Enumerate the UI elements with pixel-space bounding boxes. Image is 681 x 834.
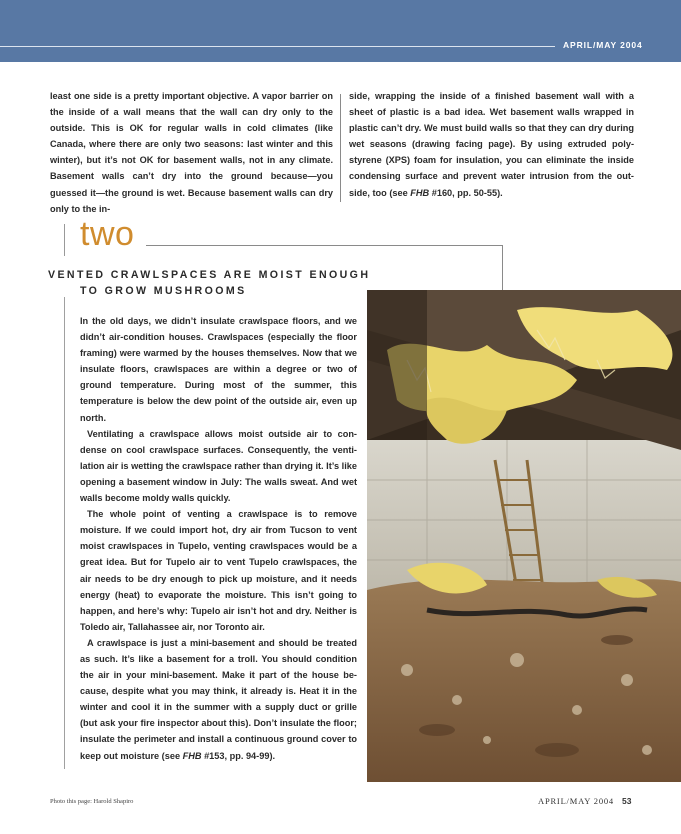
- intro-right-text: side, wrapping the inside of a finished basement wall with a sheet of plastic is a bad idea. Wet basement walls wrapped in plastic can’t dry. We must build walls so that they can dry during wet seasons (drawing facing page). By using extruded poly-styrene (XPS) foam for insulation, you can eliminate the inside condensing surface and prevent water intrusion from the out-side, too (see: [349, 91, 634, 198]
- headline-line-2: TO GROW MUSHROOMS: [80, 285, 247, 297]
- body-margin-bar: [64, 297, 65, 769]
- photo-credit: Photo this page: Harold Shapiro: [50, 798, 134, 805]
- intro-column-left: least one side is a pretty important objective. A vapor barrier on the inside of a wall means that the wall can dry only to the outside. This is OK for regular walls in cold climates (like Canada, where there are only two seasons: last winter and this winter), but it’s not OK for basement walls, not in any climate. Basement walls can’t dry into the ground because—you guessed it—the ground is wet. Because basement walls can dry only to the in-: [50, 91, 333, 214]
- page-number: 53: [622, 796, 632, 806]
- intro-right-citation: #160, pp. 50-55).: [429, 187, 503, 198]
- fhb-reference: FHB: [410, 187, 430, 198]
- header-date: APRIL/MAY 2004: [563, 40, 643, 50]
- body-paragraph: Ventilating a crawlspace allows moist outside air to con-dense on cool crawlspace surfaces. Consequently, the venti-lation air is wetting the crawlspace rather than drying it. It’s like opening a basement window in July: The walls sweat. And wet walls become moldy walls quickly.: [80, 428, 357, 504]
- article-body: [80, 313, 357, 764]
- crawlspace-illustration: [367, 290, 681, 782]
- headline-line-1: VENTED CRAWLSPACES ARE MOIST ENOUGH: [48, 269, 371, 281]
- body-paragraph: The whole point of venting a crawlspace is to remove moisture. If we could import hot, dry air from Tucson to vent moist crawlspaces in Tupelo, venting crawlspaces would be a great idea. But for Tupelo air to vent Tupelo crawlspaces, the air needs to be dry enough to pick up moisture, and it needs energy (heat) to evaporate the moisture. This isn’t going to happen, and here’s why: Tupelo air isn’t hot and dry. Neither is Toledo air, Tallahassee air, nor Toronto air.: [80, 509, 357, 632]
- body-paragraph-text: A crawlspace is just a mini-basement and should be treated as such. It’s like a basement for a troll. You should condition the air in your mini-basement. Make it part of the house be-cause, despite what you may think, it already is. Heat it in the winter and cool it in the summer with a supply duct or grille (but ask your fire inspector about this). Don’t insulate the floor; insulate the perimeter and install a continuous ground cover to keep out moisture (see: [80, 637, 357, 761]
- body-paragraph-citation: #153, pp. 94-99).: [201, 750, 276, 761]
- body-paragraph: In the old days, we didn’t insulate crawlspace floors, and we didn’t air-condition houses. Crawlspaces (especially the floor framing) were warmed by the houses themselves. Now that we insulate floors, crawlspaces are within a degree or two of ground temperature. During most of the summer, this temperature is below the dew point of the outside air, even up north.: [80, 316, 357, 423]
- column-divider: [340, 94, 341, 202]
- crawlspace-photo: [367, 290, 681, 782]
- header-band: [0, 0, 681, 62]
- section-rule: [146, 245, 502, 246]
- body-paragraph: [80, 635, 357, 764]
- header-rule: [0, 46, 555, 47]
- section-number: two: [80, 215, 135, 253]
- section-marker-bar: [64, 224, 65, 256]
- intro-column-right: [349, 88, 634, 201]
- footer-date: APRIL/MAY 2004: [538, 796, 614, 806]
- fhb-reference: FHB: [182, 750, 202, 761]
- section-headline: [48, 267, 378, 299]
